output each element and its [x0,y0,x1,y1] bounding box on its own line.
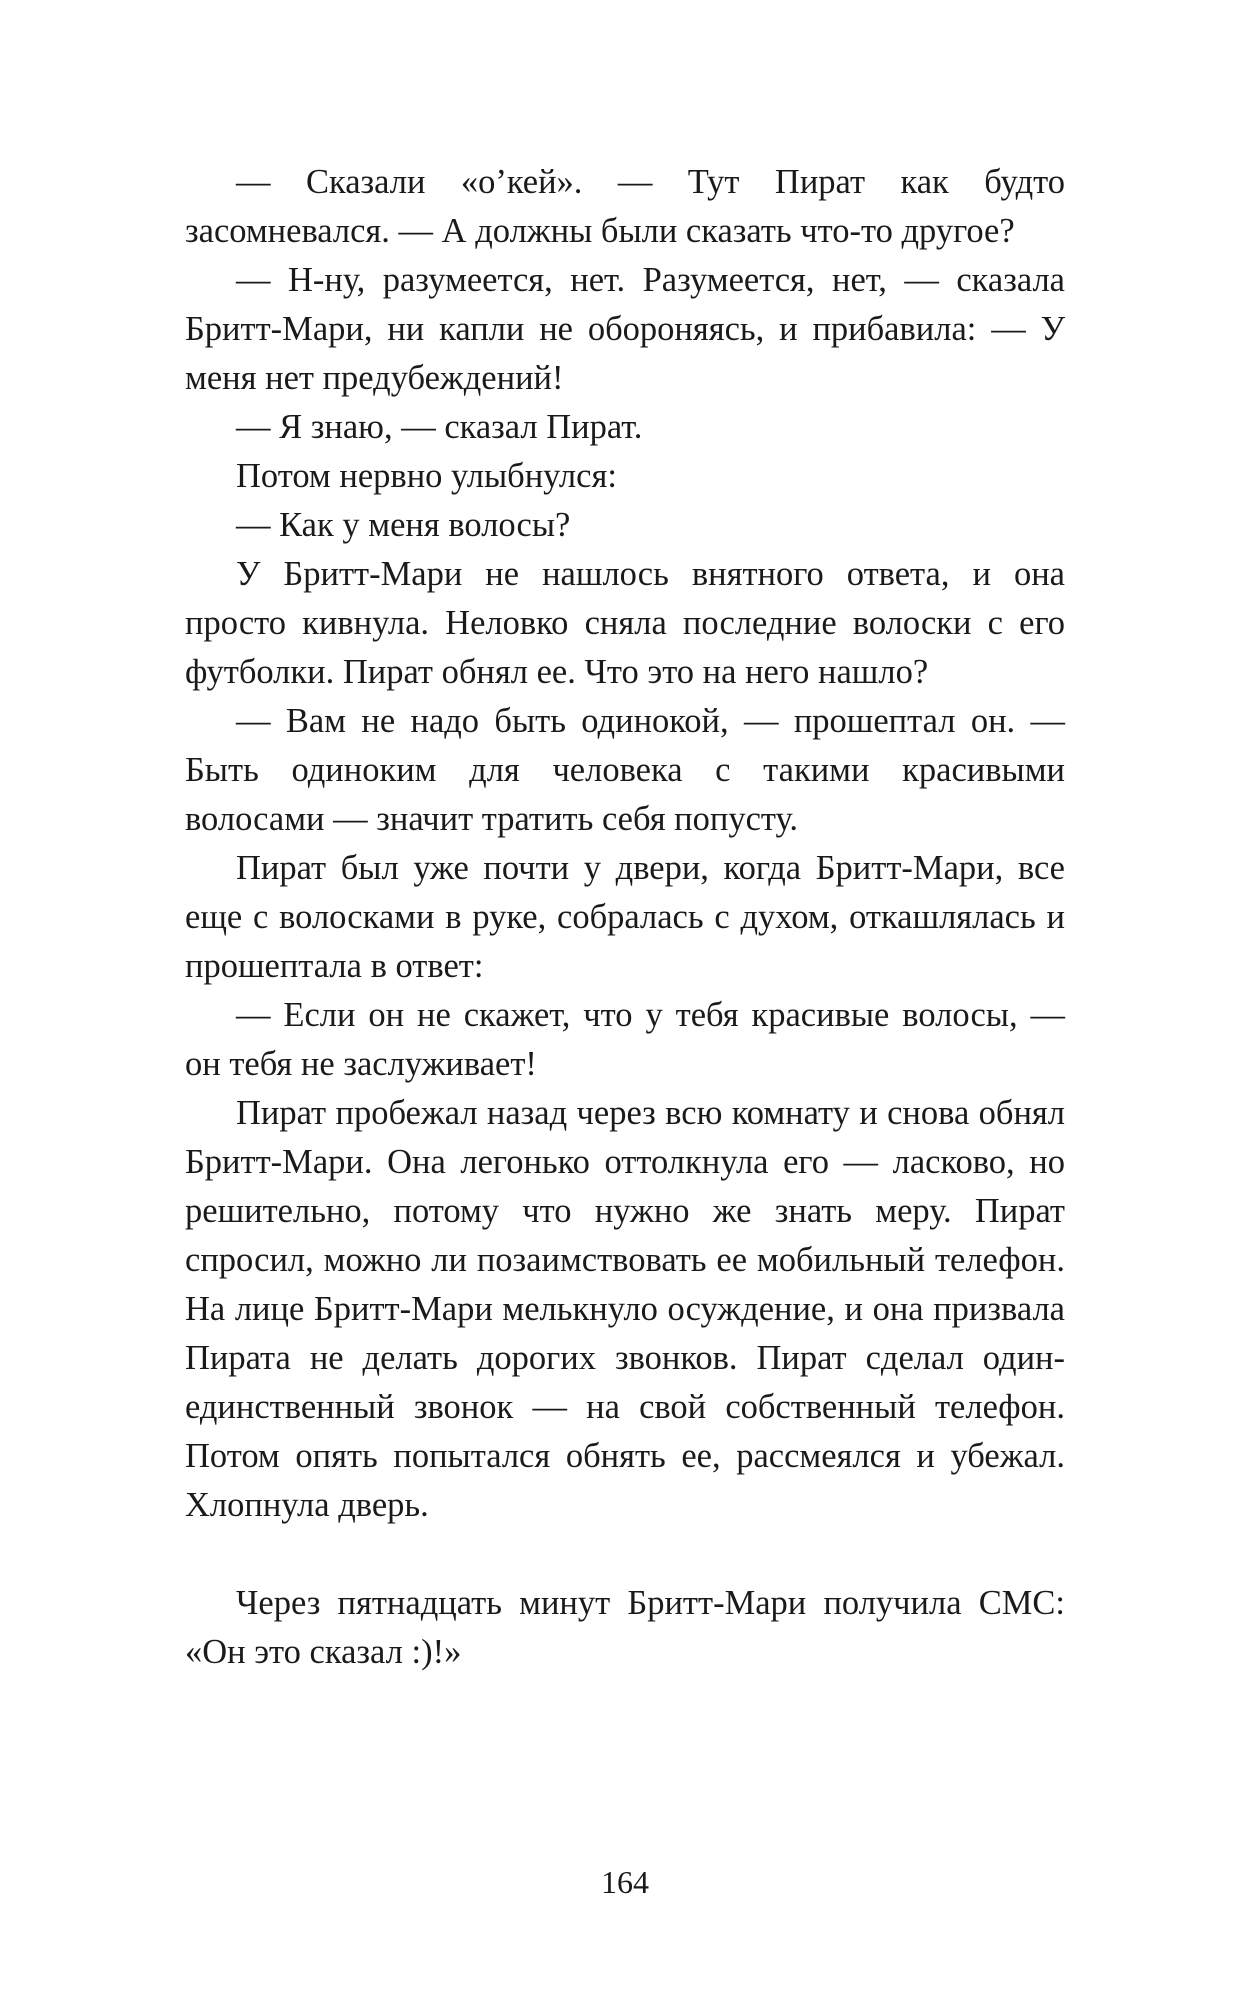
body-text [185,158,1065,1677]
paragraph: Пират был уже почти у двери, когда Бритт-Мари, все еще с волосками в руке, собралась с духом, откашлялась и прошептала в ответ: [185,849,1065,985]
page-number: 164 [601,1864,649,1900]
paragraph: У Бритт-Мари не нашлось внятного ответа, и она просто кивнула. Неловко сняла последние волоски с его футболки. Пират обнял ее. Что это на него нашло? [185,555,1065,691]
paragraph: — Н-ну, разумеется, нет. Разумеется, нет, — сказала Бритт-Мари, ни капли не обороняясь, и прибавила: — У меня нет предубеждений! [185,261,1065,397]
paragraph: — Я знаю, — сказал Пират. [236,408,643,446]
paragraph: — Вам не надо быть одинокой, — прошептал он. — Быть одиноким для человека с такими красивыми волосами — значит тратить себя попусту. [185,702,1065,838]
paragraph: Пират пробежал назад через всю комнату и снова обнял Бритт-Мари. Она легонько оттолкнула его — ласково, но решительно, потому что нужно же знать меру. Пират спросил, можно ли позаимствовать ее мобильный телефон. На лице Бритт-Мари мелькнуло осуждение, и она призвала Пирата не делать дорогих звонков. Пират сделал один-единственный звонок — на свой собственный телефон. Потом опять попытался обнять ее, рассмеялся и убежал. Хлопнула дверь. [185,1094,1065,1524]
paragraph: — Если он не скажет, что у тебя красивые волосы, — он тебя не заслуживает! [185,996,1065,1083]
paragraph: Потом нервно улыбнулся: [236,457,617,495]
paragraph: — Сказали «о’кей». — Тут Пират как будто засомневался. — А должны были сказать что-то другое? [185,163,1065,250]
paragraph: — Как у меня волосы? [236,506,571,544]
final-paragraph: Через пятнадцать минут Бритт-Мари получила СМС: «Он это сказал :)!» [185,1584,1065,1671]
